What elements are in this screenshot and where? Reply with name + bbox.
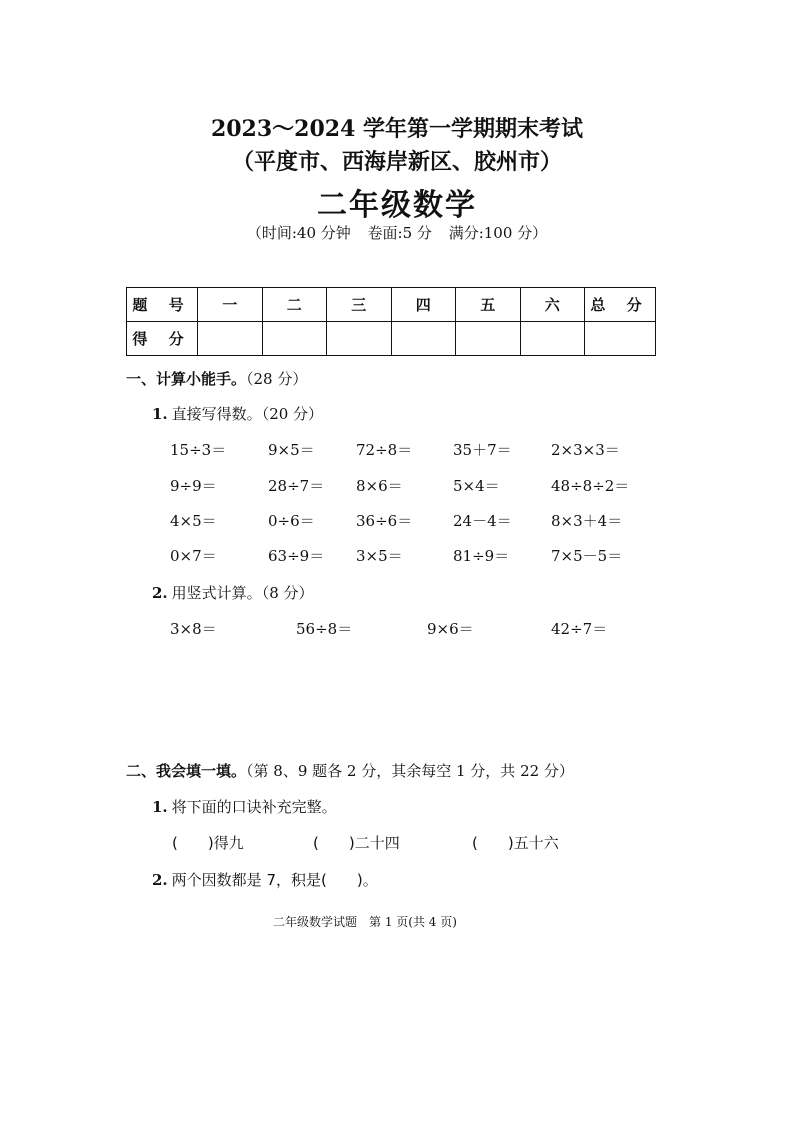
section2-q2 [152, 869, 378, 890]
exam-info [0, 222, 794, 243]
section1-q1-heading [152, 403, 323, 424]
calc-item: 5×4＝ [453, 477, 500, 495]
calc-item: 2×3×3＝ [551, 441, 620, 459]
calc-item: 8×3＋4＝ [551, 512, 623, 530]
score-cell[interactable] [327, 322, 392, 356]
calc-item: 7×5－5＝ [551, 547, 623, 565]
exam-time: （时间:40 分钟 [246, 224, 351, 242]
page-footer: 二年级数学试题 第 1 页(共 4 页) [273, 915, 457, 929]
section2-q1-text: 将下面的口诀补充完整。 [171, 798, 337, 816]
score-cell[interactable] [391, 322, 456, 356]
score-table-total-label: 总 分 [585, 288, 656, 322]
calc-item: 3×5＝ [356, 547, 403, 565]
score-table-col-6: 六 [520, 288, 585, 322]
calc-item: 72÷8＝ [356, 441, 413, 459]
section1-q1-text: 直接写得数。 [171, 405, 262, 423]
exam-regions: （平度市、西海岸新区、胶州市） [231, 149, 562, 175]
exam-title: 2023～2024 学年第一学期期末考试 [210, 116, 584, 142]
score-cell[interactable] [198, 322, 263, 356]
section1-q2-points: （8 分） [261, 584, 314, 602]
calc-item: 0÷6＝ [268, 512, 315, 530]
score-table-col-1: 一 [198, 288, 263, 322]
score-table [126, 287, 656, 356]
score-cell[interactable] [456, 322, 521, 356]
calc-item: 81÷9＝ [453, 547, 510, 565]
vertical-calc-item: 9×6＝ [427, 620, 474, 638]
score-table-score-row [127, 322, 656, 356]
exam-neatness-score: 卷面:5 分 [367, 224, 432, 242]
score-table-col-4: 四 [391, 288, 456, 322]
section2-title: 二、我会填一填。 [126, 762, 247, 780]
vertical-calc-item: 56÷8＝ [296, 620, 353, 638]
section1-q1-number: 1. [152, 405, 168, 423]
section2-q2-text: 两个因数都是 7，积是( )。 [171, 871, 378, 889]
section1-q1-points: （20 分） [261, 405, 324, 423]
calc-item: 4×5＝ [170, 512, 217, 530]
calc-item: 28÷7＝ [268, 477, 325, 495]
score-table-header-row [127, 288, 656, 322]
fill-blank-item: ( )得九 [172, 834, 244, 852]
score-table-col-5: 五 [456, 288, 521, 322]
calc-item: 63÷9＝ [268, 547, 325, 565]
section1-q2-text: 用竖式计算。 [171, 584, 262, 602]
score-cell[interactable] [585, 322, 656, 356]
calc-item: 15÷3＝ [170, 441, 227, 459]
calc-item: 24－4＝ [453, 512, 512, 530]
exam-subject: 二年级数学 [317, 188, 477, 223]
fill-blank-item: ( )五十六 [472, 834, 559, 852]
section2-q2-number: 2. [152, 871, 168, 889]
score-table-col-2: 二 [262, 288, 327, 322]
calc-item: 0×7＝ [170, 547, 217, 565]
exam-full-score: 满分:100 分） [448, 224, 548, 242]
section1-q2-heading [152, 582, 314, 603]
calc-item: 36÷6＝ [356, 512, 413, 530]
score-table-question-label: 题 号 [127, 288, 198, 322]
score-cell[interactable] [262, 322, 327, 356]
score-table-score-label: 得 分 [127, 322, 198, 356]
section1-q2-number: 2. [152, 584, 168, 602]
calc-item: 35＋7＝ [453, 441, 512, 459]
calc-item: 8×6＝ [356, 477, 403, 495]
vertical-calc-item: 3×8＝ [170, 620, 217, 638]
score-cell[interactable] [520, 322, 585, 356]
score-table-col-3: 三 [327, 288, 392, 322]
section2-heading [126, 760, 574, 781]
section2-q1-heading [152, 796, 337, 817]
calc-item: 9÷9＝ [170, 477, 217, 495]
section1-points: （28 分） [246, 370, 308, 388]
section1-heading [126, 368, 307, 389]
section2-points: （第 8、9 题各 2 分，其余每空 1 分，共 22 分） [246, 762, 574, 780]
section2-q1-number: 1. [152, 798, 168, 816]
vertical-calc-item: 42÷7＝ [551, 620, 608, 638]
section1-title: 一、计算小能手。 [126, 370, 247, 388]
calc-item: 9×5＝ [268, 441, 315, 459]
fill-blank-item: ( )二十四 [313, 834, 400, 852]
calc-item: 48÷8÷2＝ [551, 477, 630, 495]
